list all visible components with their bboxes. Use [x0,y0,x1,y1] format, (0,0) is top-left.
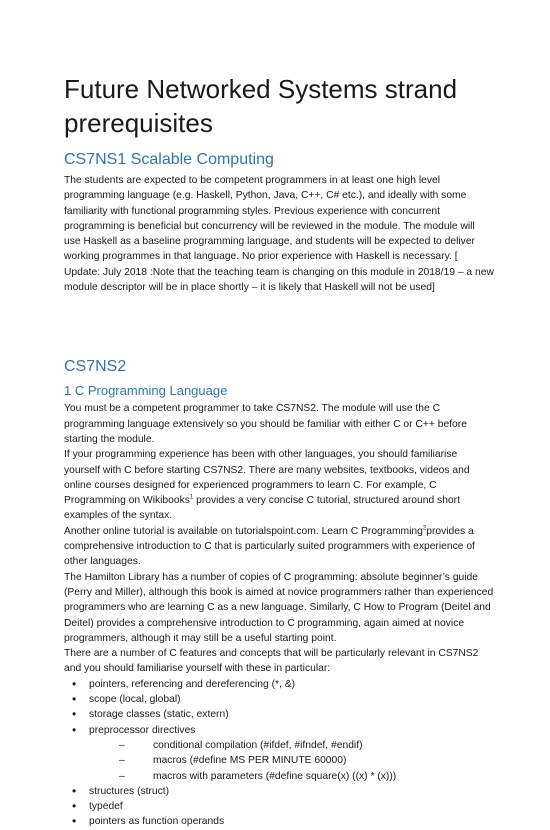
page-title: Future Networked Systems strand prerequisites [64,74,458,138]
feature-list-continued [64,784,494,830]
paragraph-text: If your programming experience has been with other languages, you should familiarise yourself with C before starting CS7NS2. There are many websites, textbooks, videos and online courses designed for experienced programmers to learn C. For example, C Programming on Wikibooks [64,449,470,507]
paragraph-c-features: There are a number of C features and concepts that will be particularly relevant in CS7NS2 and you should familiarise yourself with these in particular: [64,648,479,675]
paragraph-competent-programmer: You must be a competent programmer to take CS7NS2. The module will use the C programming language extensively so you should be familiar with either C or C++ before starting the module. [64,403,467,445]
list-item: • preprocessor directives [64,723,494,738]
list-item: • pointers as function operands [64,814,494,829]
list-item: • pointers, referencing and dereferencing (*, &) [64,677,494,692]
section-body-cs7ns1: The students are expected to be competent programmers in at least one high level programming language (e.g. Haskell, Python, Java, C++, C# etc.), and ideally with some familiarity with functional programming styles. Previous experience with concurrent programming is beneficial but concurrency will be reviewed in the module. The module will use Haskell as a baseline programming language, and students will be expected to deliver working programmes in that language. No prior experience with Haskell is necessary. [ Update: July 2018 :Note that the teaching team is changing on this module in 2018/19 – a new module descriptor will be in place shortly – it is likely that Haskell will not be used] [64,175,494,294]
feature-list [64,677,494,738]
section-heading-cs7ns1: CS7NS1 Scalable Computing [64,151,274,168]
paragraph-online-tutorial [64,524,494,570]
list-item: – macros (#define MS PER MINUTE 60000) [64,753,494,768]
section-heading-cs7ns2: CS7NS2 [64,358,127,376]
footnote-marker: 2 [422,525,427,532]
paragraph-text: Another online tutorial is available on tutorialspoint.com. Learn C Programming [64,525,423,537]
list-item: • structures (struct) [64,784,494,799]
document-content [64,72,494,830]
list-item: • typedef [64,799,494,814]
subsection-heading-c-language: 1 C Programming Language [64,383,228,399]
paragraph-text: provides a comprehensive introduction to C that is particularly suited programmers with experience of other languages. [64,525,475,568]
paragraph-other-languages [64,447,494,523]
list-item: – conditional compilation (#ifdef, #ifndef, #endif) [64,738,494,753]
paragraph-hamilton-library: The Hamilton Library has a number of copies of C programming: absolute beginner’s guide (Perry and Miller), although this book is aimed at novice programmers rather than experienced programmers who are learning C as a new language. Similarly, C How to Program (Deitel and Deitel) provides a comprehensive introduction to C programming, again aimed at novice programmers, although it may still be a useful starting point. [64,571,494,644]
list-item: • scope (local, global) [64,692,494,707]
paragraph-text: provides a very concise C tutorial, structured around short examples of the syntax. [64,495,460,522]
footnote-marker: 1 [189,494,194,501]
list-item: – macros with parameters (#define square(x) ((x) * (x))) [64,769,494,784]
list-item: • storage classes (static, extern) [64,707,494,722]
